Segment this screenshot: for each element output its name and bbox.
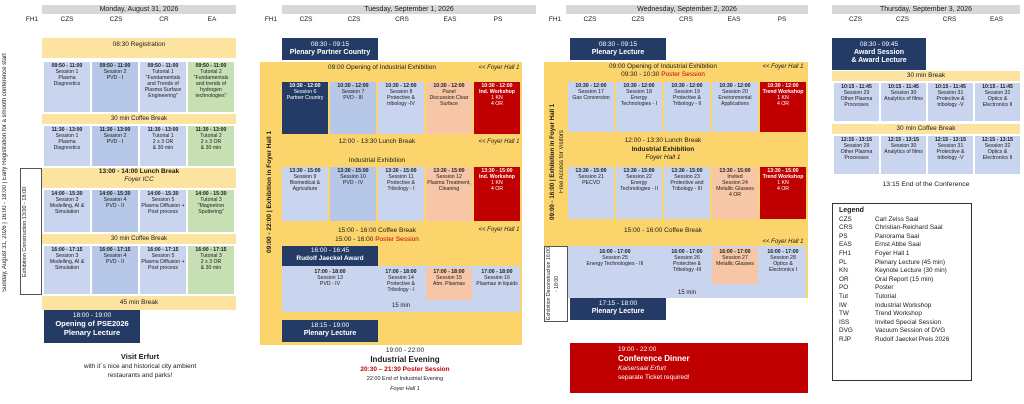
- day-header: Tuesday, September 1, 2026: [282, 5, 536, 14]
- session-card[interactable]: 13:30 - 15:00 Session 23 Protective and Tribology - III: [664, 167, 710, 219]
- col-label: EAS: [443, 16, 457, 23]
- session-card[interactable]: 11:30 - 13:00 Session 1 Plasma Diagnostics: [44, 126, 90, 166]
- coffee-break: 30 min Coffee Break: [832, 124, 1020, 134]
- session-card[interactable]: 14:00 - 15:30 Session 4 PVD - II: [92, 190, 138, 232]
- legend-row: FH1 Foyer Hall 1: [839, 249, 910, 257]
- break-30: 30 min Break: [832, 71, 1020, 81]
- col-label: CZS: [896, 16, 909, 23]
- session-card[interactable]: 12:15 - 13:15 Session 29 Other Plasma Processes: [834, 136, 879, 174]
- industrial-evening: 19:00 - 22:00 Industrial Evening 20:30 – 21:30 Poster Session 22:00 End of Industrial Evening Foyer Hall 1: [360, 347, 450, 392]
- coffee-break: 30 min Coffee Break: [42, 234, 236, 244]
- session-card[interactable]: 09:50 - 11:00 Tutorial 2 "Fundamentals and trends of hydrogen technologies": [188, 62, 234, 112]
- legend-row: KN Keynote Lecture (30 min): [839, 267, 947, 275]
- hall-vertical: 09:00 - 22:00 | Exhibition in Foyer Hall 1: [266, 130, 273, 254]
- break-15: 15 min: [677, 290, 696, 296]
- legend-row: PL Plenary Lecture (45 min): [839, 258, 945, 266]
- col-label: FH1: [25, 16, 39, 23]
- day-header: Monday, August 31, 2026: [42, 5, 236, 14]
- col-label: CZS: [849, 16, 862, 23]
- session-card[interactable]: 16:00 - 17:15 Session 4 PVD - II: [92, 246, 138, 294]
- workshop-card[interactable]: 10:30 - 12:00 Ind. Workshop 1 KN 4 OR: [474, 82, 520, 134]
- conference-dinner[interactable]: 19:00 - 22:00 Conference Dinner Kaisersaal Erfurt separate Ticket required!: [570, 343, 808, 393]
- industrial-exhibition: Industrial Exhibition: [348, 157, 406, 164]
- session-card[interactable]: 09:50 - 11:00 Tutorial 1 "Fundamentals and Trends of Plasma Surface Engineering": [140, 62, 186, 112]
- lunch-break: 12:00 - 13:30 Lunch Break Industrial Exhibition Foyer Hall 1: [624, 137, 702, 161]
- foyer-note: << Foyer Hall 1: [478, 227, 520, 233]
- exhibition-opening: 09:00 Opening of Industrial Exhibition: [327, 64, 437, 71]
- break-15: 15 min: [391, 303, 410, 309]
- col-label: CRS: [942, 16, 957, 23]
- legend-row: TW Trend Workshop: [839, 310, 922, 318]
- session-card[interactable]: 12:15 - 13:15 Session 30 Analytics of films: [881, 136, 926, 174]
- session-card[interactable]: 10:15 - 11:45 Session 29 Other Plasma Processes: [834, 83, 879, 121]
- session-card[interactable]: 10:30 - 12:00 Session 7 PVD - III: [330, 82, 376, 134]
- session-card[interactable]: 10:15 - 11:45 Session 31 Protective & tribology -V: [928, 83, 973, 121]
- foyer-note: << Foyer Hall 1: [478, 65, 520, 71]
- session-card[interactable]: 11:30 - 13:00 Tutorial 2 2 x 3 OR & 30 min: [188, 126, 234, 166]
- sunday-note: Sunday, August 31, 2026 | 16:00 - 18:00 | Early Registration for a smooth conference start: [2, 53, 8, 293]
- session-card[interactable]: 16:00 - 17:15 Session 5 Plasma Diffusion + Post process: [140, 246, 186, 294]
- free-access: Free Access for Visitors: [559, 130, 565, 194]
- exhibition-opening: 09:00 Opening of Industrial Exhibition 09:30 - 10:30 Poster Session: [608, 63, 718, 78]
- session-card[interactable]: 13:30 - 15:00 Session 10 PVD - IV: [330, 167, 376, 221]
- col-label: EAS: [989, 16, 1003, 23]
- session-card[interactable]: 10:15 - 11:45 Session 32 Optics & Electronics II: [975, 83, 1020, 121]
- col-label: EA: [207, 16, 217, 23]
- session-card[interactable]: 13:30 - 15:00 Invited Session 24 Metallic Glasses 4 OR: [712, 167, 758, 219]
- session-card[interactable]: 16:00 - 17:00 Session 26 Protective & Tribology -III: [664, 248, 710, 284]
- foyer-note: << Foyer Hall 1: [478, 139, 520, 145]
- legend-title: Legend: [839, 207, 864, 214]
- workshop-card[interactable]: 10:30 - 12:00 Trend Workshop 1 KN 4 OR: [760, 82, 806, 132]
- session-card[interactable]: 13:30 - 15:00 Session 22 Energy Technologies - II: [616, 167, 662, 219]
- coffee-break: 15:00 - 16:00 Coffee Break 15:00 - 16:00 Poster Session: [335, 227, 419, 243]
- workshop-card[interactable]: 13:30 - 15:00 Trend Workshop 1 KN 4 OR: [760, 167, 806, 219]
- legend-row: Tut Tutorial: [839, 292, 897, 300]
- session-card[interactable]: 10:30 - 12:00 Session 8 Protective & tribology -IV: [378, 82, 424, 134]
- session-card[interactable]: 17:00 - 18:00 Session 15 Atm. Plasmas: [426, 268, 472, 300]
- foyer-note: << Foyer Hall 1: [762, 64, 804, 70]
- session-card[interactable]: 14:00 - 15:30 Session 3 Modelling, AI & Simulation: [44, 190, 90, 232]
- hall-vertical: 09:00 - 16:00 | Exhibition in Foyer Hall 1: [549, 103, 556, 221]
- plenary-lecture[interactable]: 18:15 - 19:00 Plenary Lecture: [282, 320, 378, 342]
- foyer-note: << Foyer Hall 1: [762, 239, 804, 245]
- registration: 08:30 Registration: [42, 38, 236, 58]
- legend-row: CRS Christian-Reichard Saal: [839, 224, 943, 232]
- session-card[interactable]: 10:30 - 12:00 Session 20 Environmental Applications: [712, 82, 758, 132]
- legend-row: OR Oral Report (15 min): [839, 275, 934, 283]
- session-card[interactable]: 10:30 - 12:00 Session 18 Energy Technologies - I: [616, 82, 662, 132]
- award-session[interactable]: 16:00 - 16:45 Rudolf Jaeckel Award: [282, 246, 378, 266]
- session-card[interactable]: 17:00 - 18:00 Session 14 Protective & Tribology - I: [378, 268, 424, 300]
- conference-end: 13:15 End of the Conference: [882, 181, 970, 188]
- legend-row: PO Poster: [839, 284, 894, 292]
- session-card[interactable]: 16:00 - 17:00 Session 25 Energy Technologies - III: [568, 248, 662, 284]
- session-card[interactable]: 16:00 - 17:00 Session 28 Optics & Electronics I: [760, 248, 806, 284]
- plenary-lecture[interactable]: 08:30 - 09:15 Plenary Lecture: [570, 38, 666, 60]
- session-card[interactable]: 14:00 - 15:30 Tutorial 3 "Magnetron Sputtering": [188, 190, 234, 232]
- session-card[interactable]: 11:30 - 13:00 Session 2 PVD - I: [92, 126, 138, 166]
- workshop-card[interactable]: 13:30 - 15:00 Ind. Workshop 1 KN 4 OR: [474, 167, 520, 221]
- day-header: Wednesday, September 2, 2026: [566, 5, 808, 14]
- legend: [832, 203, 972, 381]
- legend-row: IW Industrial Workshop: [839, 301, 932, 309]
- lunch-break: 12:00 - 13:30 Lunch Break: [338, 138, 416, 145]
- exhibition-construction: Exhibition Construction 13:00 - 18:00: [20, 168, 42, 295]
- break-45: 45 min Break: [42, 296, 236, 310]
- col-label: CZS: [347, 16, 361, 23]
- col-label: CZS: [299, 16, 313, 23]
- legend-row: PS Panorama Saal: [839, 232, 920, 240]
- day-header: Thursday, September 3, 2026: [832, 5, 1020, 14]
- session-card[interactable]: 10:15 - 11:45 Session 30 Analytics of films: [881, 83, 926, 121]
- session-card[interactable]: 17:00 - 18:00 Session 13 PVD - IV: [282, 268, 378, 300]
- session-card[interactable]: 10:30 - 12:00 Session 17 Gas Conversion: [568, 82, 614, 132]
- col-label: PS: [777, 16, 787, 23]
- session-card[interactable]: 13:30 - 15:00 Session 11 Protective & Tribology - I: [378, 167, 424, 221]
- col-label: FH1: [264, 16, 278, 23]
- session-card[interactable]: 13:30 - 15:00 Session 9 Biomedical & Agriculture: [282, 167, 328, 221]
- award-session[interactable]: 08:30 - 09:45 Award Session & Award Lecture: [832, 38, 926, 70]
- col-label: CZS: [109, 16, 123, 23]
- col-label: CZS: [60, 16, 74, 23]
- plenary-lecture[interactable]: 17:15 - 18:00 Plenary Lecture: [570, 298, 666, 320]
- lunch-break: 13:00 - 14:00 Lunch Break Foyer ICC: [42, 168, 236, 188]
- col-label: CR: [159, 16, 169, 23]
- session-card[interactable]: 11:30 - 13:00 Tutorial 1 2 x 3 OR & 30 min: [140, 126, 186, 166]
- col-label: FH1: [548, 16, 562, 23]
- visit-erfurt: Visit Erfurt with it´s nice and historical city ambient restaurants and parks!: [83, 352, 197, 379]
- session-card[interactable]: 14:00 - 15:30 Session 5 Plasma Diffusion + Post process: [140, 190, 186, 232]
- col-label: PS: [493, 16, 503, 23]
- session-card[interactable]: 16:00 - 17:15 Session 3 Modelling, AI & Simulation: [44, 246, 90, 294]
- session-card[interactable]: 10:30 - 12:00 Panel Discussion Clear Surface: [426, 82, 472, 134]
- coffee-break: 15:00 - 16:00 Coffee Break: [624, 227, 702, 234]
- coffee-break: 30 min Coffee Break: [42, 114, 236, 124]
- exhibition-deconstruction: Exhibition Deconstruction 16:00 - 18:00: [544, 246, 568, 322]
- session-card[interactable]: 09:50 - 11:00 Session 1 Plasma Diagnostics: [44, 62, 90, 112]
- legend-row: RJP Rudolf Jaeckel Preis 2026: [839, 335, 950, 343]
- legend-row: EAS Ernst Abbe Saal: [839, 241, 921, 249]
- session-card[interactable]: 13:30 - 15:00 Session 21 PECVD: [568, 167, 614, 219]
- session-card[interactable]: 17:00 - 18:00 Session 16 Plasmas in liquids: [474, 268, 520, 300]
- legend-row: DVG Vacuum Session of DVG: [839, 327, 946, 335]
- session-card[interactable]: 09:50 - 11:00 Session 2 PVD - I: [92, 62, 138, 112]
- session-card[interactable]: 10:30 - 12:00 Session 6 Partner Country: [282, 82, 328, 134]
- col-label: CZS: [583, 16, 597, 23]
- legend-row: CZS Carl Zeiss Saal: [839, 215, 919, 223]
- session-card[interactable]: 13:30 - 15:00 Session 12 Plasma Treatment, Cleaning: [426, 167, 472, 221]
- session-card[interactable]: 16:00 - 17:00 Session 27 Metallic Glasses: [712, 248, 758, 284]
- col-label: CRS: [395, 16, 409, 23]
- opening-plenary[interactable]: 18:00 - 19:00 Opening of PSE2026 Plenary Lecture: [44, 310, 140, 343]
- session-card[interactable]: 12:15 - 13:15 Session 32 Optics & Electronics II: [975, 136, 1020, 174]
- session-card[interactable]: 16:00 - 17:15 Tutorial 3 2 x 3 OR & 30 min: [188, 246, 234, 294]
- col-label: CZS: [631, 16, 645, 23]
- legend-row: ISS Invited Special Session: [839, 318, 942, 326]
- session-card[interactable]: 12:15 - 13:15 Session 31 Protective & tribology -V: [928, 136, 973, 174]
- col-label: CRS: [679, 16, 693, 23]
- session-card[interactable]: 10:30 - 12:00 Session 19 Protective & Tribology - II: [664, 82, 710, 132]
- plenary-partner[interactable]: 08:30 - 09:15 Plenary Partner Country: [282, 38, 378, 60]
- col-label: EAS: [727, 16, 741, 23]
